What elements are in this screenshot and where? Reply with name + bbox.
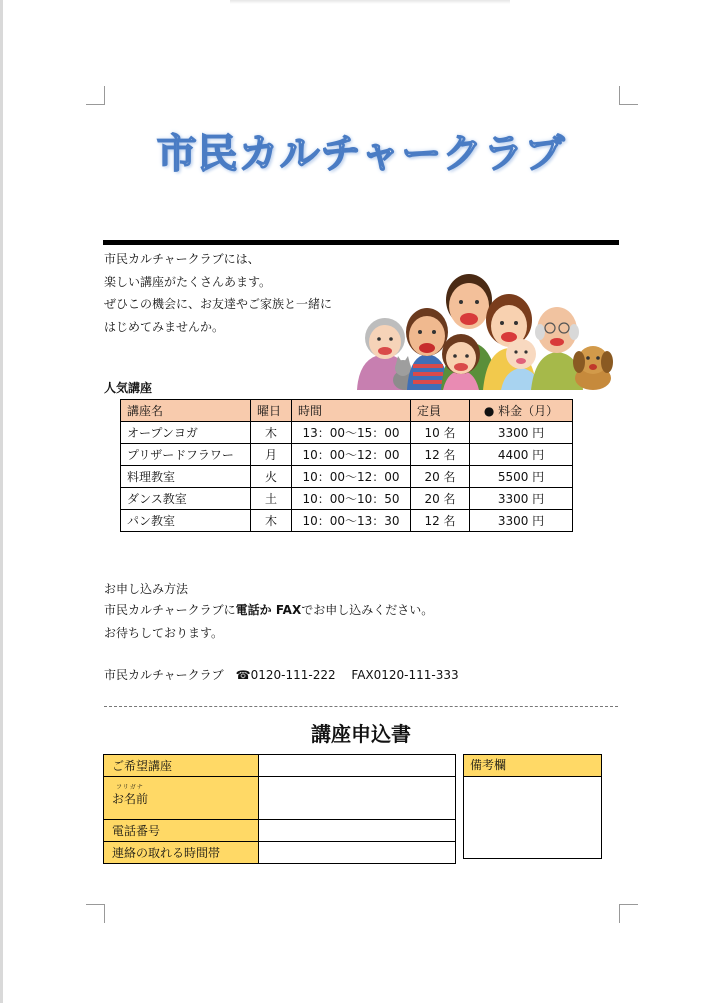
cell-time[interactable]: 10：00～10：50 [292,488,411,510]
notes-box[interactable] [463,754,602,859]
apply-method-heading[interactable]: お申し込み方法 [104,582,189,596]
cell-day[interactable]: 木 [251,510,292,532]
cell-capacity[interactable]: 12 名 [411,510,470,532]
cell-capacity[interactable]: 12 名 [411,444,470,466]
apply-text: 市民カルチャークラブに [104,603,236,617]
form-row [104,777,456,820]
cell-capacity[interactable]: 20 名 [411,466,470,488]
intro-line: 市民カルチャークラブには、 [104,252,260,266]
table-row[interactable] [121,422,573,444]
crop-mark-bottom-left [86,904,105,923]
notes-label: 備考欄 [464,755,601,777]
cell-fee[interactable]: 3300 円 [470,510,573,532]
application-form[interactable] [103,754,456,864]
intro-text[interactable] [104,248,332,338]
header-day: 曜日 [251,400,292,422]
intro-line: ぜひこの機会に、お友達やご家族と一緒に [104,297,333,311]
cell-day[interactable]: 土 [251,488,292,510]
contact-info[interactable]: 市民カルチャークラブ ☎0120-111-222 FAX0120-111-333 [104,668,459,682]
apply-line [104,599,433,622]
application-form-title[interactable]: 講座申込書 [311,722,411,746]
cell-fee[interactable]: 3300 円 [470,422,573,444]
cell-time[interactable]: 13：00～15：00 [292,422,411,444]
form-row [104,820,456,842]
cut-line [104,706,618,707]
cell-course-name[interactable]: パン教室 [121,510,251,532]
form-field-course[interactable] [259,755,456,777]
header-course-name: 講座名 [121,400,251,422]
form-field-contact-time[interactable] [259,842,456,864]
notes-field[interactable] [464,777,601,858]
intro-line: はじめてみませんか。 [104,319,225,334]
cell-time[interactable]: 10：00～13：30 [292,510,411,532]
name-label-ruby [112,783,149,807]
table-row[interactable] [121,466,573,488]
page-edge-shadow [0,0,3,1003]
table-row[interactable] [121,510,573,532]
cell-day[interactable]: 火 [251,466,292,488]
table-row[interactable] [121,444,573,466]
cell-fee[interactable]: 4400 円 [470,444,573,466]
apply-line: お待ちしております。 [104,625,224,640]
crop-mark-bottom-right [619,904,638,923]
cell-course-name[interactable]: ダンス教室 [121,488,251,510]
cell-day[interactable]: 木 [251,422,292,444]
cell-capacity[interactable]: 20 名 [411,488,470,510]
intro-line: 楽しい講座がたくさんあます。 [104,274,272,289]
form-label-phone: 電話番号 [104,820,259,842]
cell-fee[interactable]: 5500 円 [470,466,573,488]
apply-text: でお申し込みください。 [301,603,434,617]
dog-figure [573,346,613,390]
document-title[interactable]: 市民カルチャークラブ [156,131,566,177]
furigana-label: フリガナ [116,783,144,791]
form-row [104,755,456,777]
cell-course-name[interactable]: プリザードフラワー [121,444,251,466]
title-underline [103,240,619,245]
form-label-course: ご希望講座 [104,755,259,777]
cell-day[interactable]: 月 [251,444,292,466]
form-row [104,842,456,864]
cell-fee[interactable]: 3300 円 [470,488,573,510]
family-illustration[interactable] [355,272,613,390]
header-time: 時間 [292,400,411,422]
form-label-contact-time: 連絡の取れる時間帯 [104,842,259,864]
cell-time[interactable]: 10：00～12：00 [292,466,411,488]
header-fee: ● 料金（月） [470,400,573,422]
crop-mark-top-left [86,86,105,105]
table-row[interactable] [121,488,573,510]
form-field-name[interactable] [259,777,456,820]
form-label-name [104,777,259,820]
header-capacity: 定員 [411,400,470,422]
cell-capacity[interactable]: 10 名 [411,422,470,444]
name-label-text: お名前 [112,791,149,806]
apply-emphasis: 電話か FAX [235,603,302,617]
cell-course-name[interactable]: オープンヨガ [121,422,251,444]
form-field-phone[interactable] [259,820,456,842]
popular-courses-label[interactable]: 人気講座 [104,381,153,395]
cell-time[interactable]: 10：00～12：00 [292,444,411,466]
page-top-shadow [230,0,510,4]
apply-method-text[interactable] [104,599,433,644]
crop-mark-top-right [619,86,638,105]
young-man-figure [406,308,449,390]
girl-figure [442,334,480,390]
courses-table[interactable] [120,399,573,532]
table-header-row [121,400,573,422]
cell-course-name[interactable]: 料理教室 [121,466,251,488]
